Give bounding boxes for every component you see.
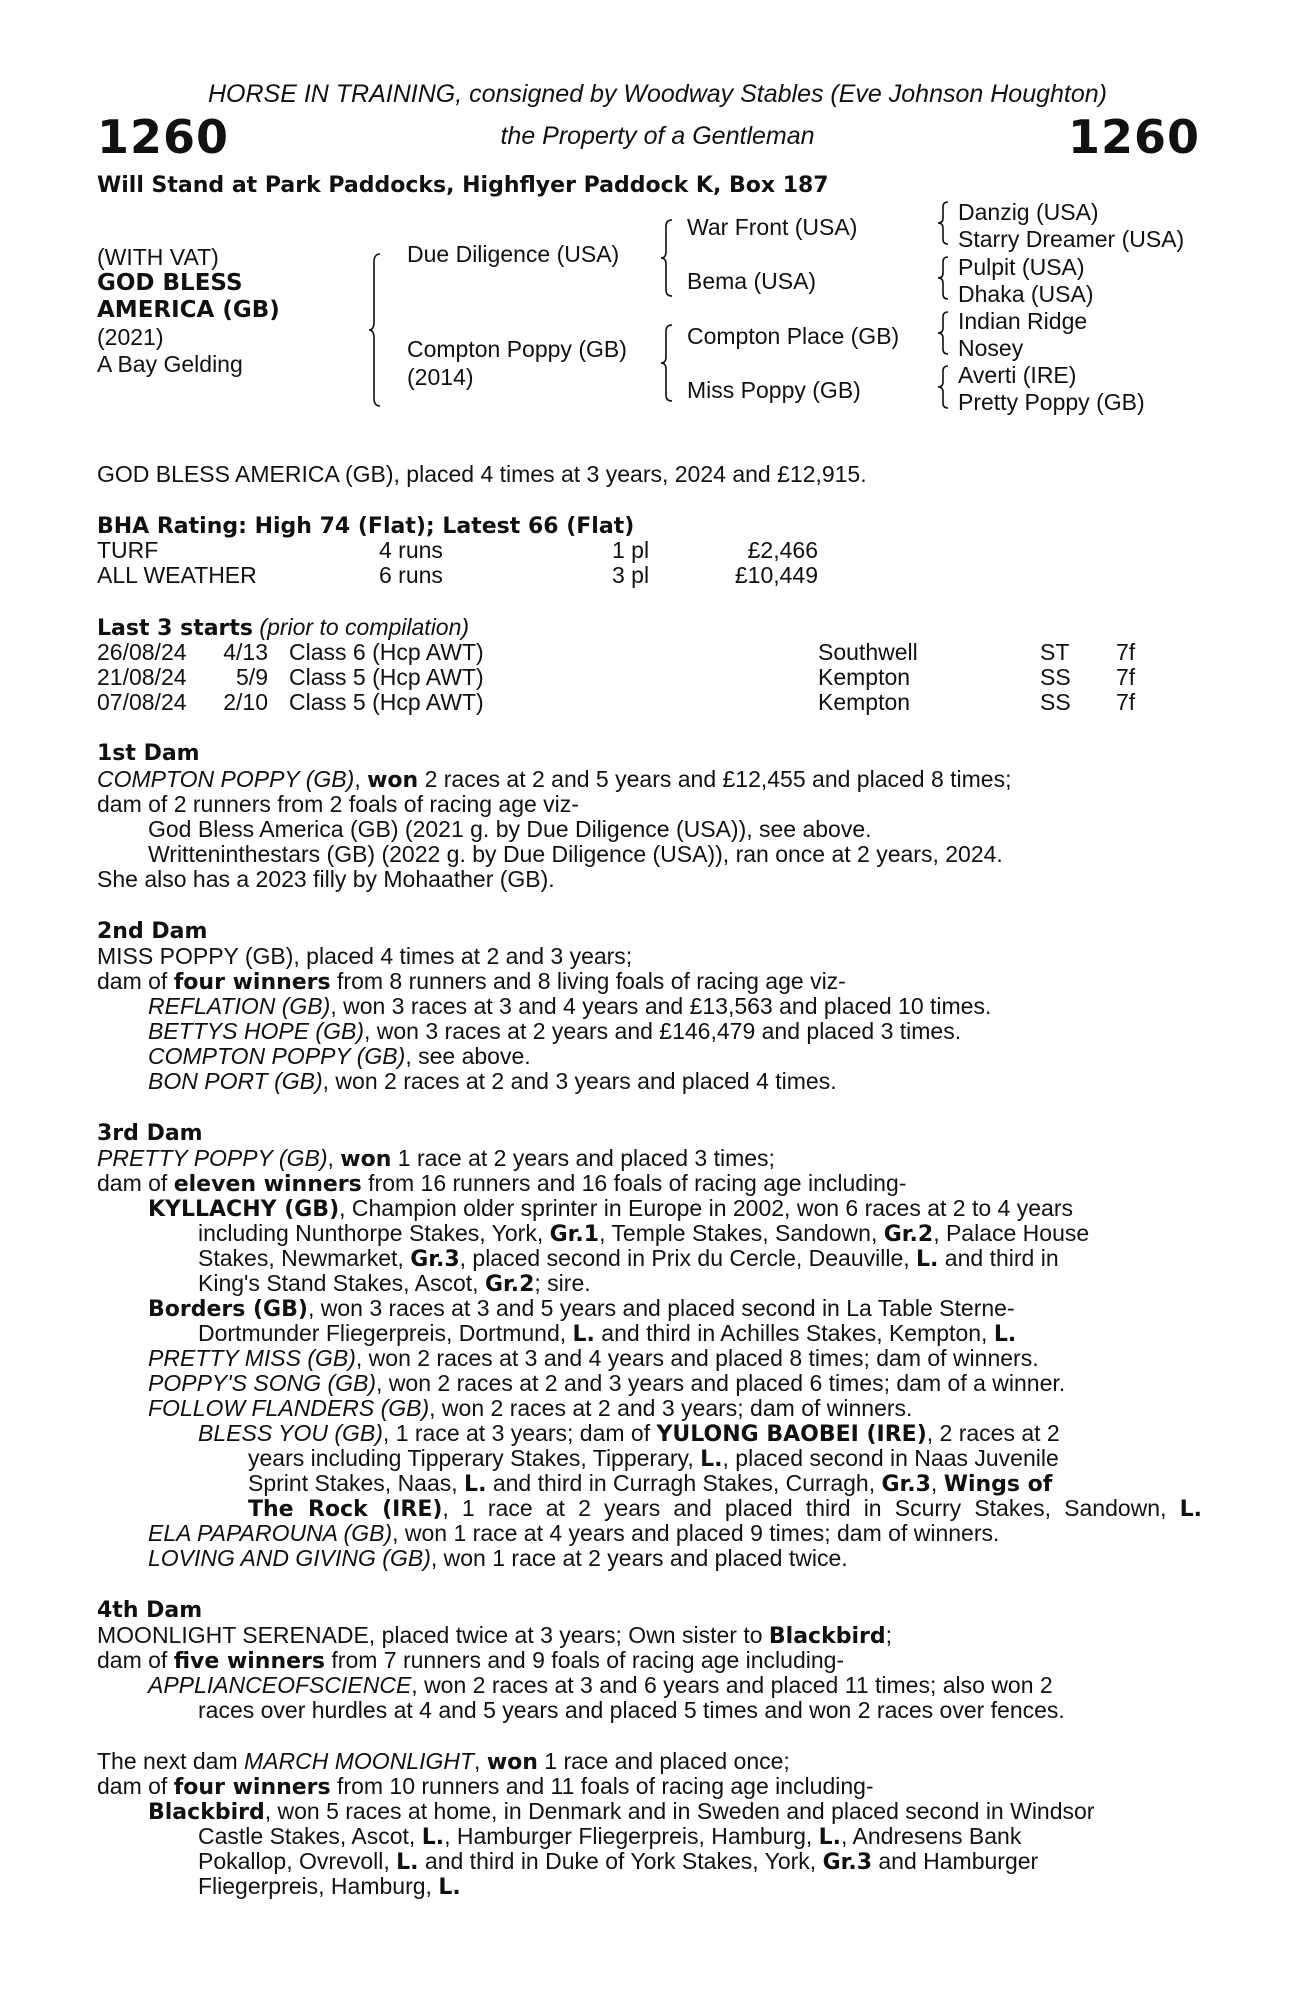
starts-heading-line — [97, 615, 469, 641]
property-line: the Property of a Gentleman — [500, 122, 815, 150]
dam3-foal: ELA PAPAROUNA (GB), won 1 race at 4 years and placed 9 times; dam of winners. — [148, 1520, 1000, 1546]
pedigree-dam-line2: (2014) — [407, 364, 474, 390]
dam2-foal: BON PORT (GB), won 2 races at 2 and 3 years and placed 4 times. — [148, 1068, 837, 1094]
dam1-record: COMPTON POPPY (GB), won 2 races at 2 and 5 years and £12,455 and placed 8 times; — [97, 766, 1012, 793]
rating-surface: TURF — [97, 537, 159, 563]
dam1-foal: Writteninthestars (GB) (2022 g. by Due Diligence (USA)), ran once at 2 years, 2024. — [148, 841, 1003, 867]
blackbird-line3: Pokallop, Ovrevoll, L. and third in Duke of York Stakes, York, Gr.3 and Hamburger — [198, 1848, 1039, 1875]
start-going: SS — [1040, 664, 1071, 690]
next-dam-record: The next dam MARCH MOONLIGHT, won 1 race and placed once; — [97, 1748, 790, 1775]
next-dam-produce: dam of four winners from 10 runners and 11 foals of racing age including- — [97, 1773, 874, 1800]
start-distance: 7f — [1116, 689, 1136, 715]
pedigree-g1: Danzig (USA) — [958, 199, 1099, 225]
horse-name-line2: AMERICA (GB) — [97, 297, 280, 323]
pedigree-brace-dam — [660, 323, 676, 403]
rating-heading: BHA Rating: High 74 (Flat); Latest 66 (Flat) — [97, 514, 635, 539]
appliance-line1: APPLIANCEOFSCIENCE, won 2 races at 3 and 6 years and placed 11 times; also won 2 — [148, 1672, 1053, 1698]
pedigree-brace-main — [368, 252, 388, 408]
bless-you-line2: years including Tipperary Stakes, Tipperary, L., placed second in Naas Juvenile — [248, 1445, 1059, 1472]
rating-placed: 1 pl — [612, 537, 650, 563]
horse-description: A Bay Gelding — [97, 351, 243, 377]
rating-prize: £2,466 — [747, 537, 818, 563]
start-distance: 7f — [1116, 639, 1136, 665]
pedigree-g3: Pulpit (USA) — [958, 254, 1085, 280]
dam2-foal: COMPTON POPPY (GB), see above. — [148, 1043, 531, 1069]
dam3-produce: dam of eleven winners from 16 runners and 16 foals of racing age including- — [97, 1170, 907, 1197]
pedigree-brace-sire — [660, 218, 676, 298]
bless-you-line1: BLESS YOU (GB), 1 race at 3 years; dam of YULONG BAOBEI (IRE), 2 races at 2 — [198, 1420, 1060, 1447]
dam1-heading: 1st Dam — [97, 741, 200, 766]
dam2-produce: dam of four winners from 8 runners and 8 living foals of racing age viz- — [97, 968, 846, 995]
start-course: Kempton — [818, 689, 911, 715]
location-line: Will Stand at Park Paddocks, Highflyer Paddock K, Box 187 — [97, 173, 829, 198]
dam1-foal: God Bless America (GB) (2021 g. by Due Diligence (USA)), see above. — [148, 816, 872, 842]
start-distance: 7f — [1116, 664, 1136, 690]
pedigree-dam-sire: Compton Place (GB) — [687, 323, 900, 349]
lot-number-left: 1260 — [97, 110, 230, 164]
start-course: Southwell — [818, 639, 918, 665]
start-position: 5/9 — [236, 664, 268, 690]
dam3-foal: LOVING AND GIVING (GB), won 1 race at 2 years and placed twice. — [148, 1545, 848, 1571]
pedigree-brace-g2 — [937, 255, 951, 301]
kyllachy-line4: King's Stand Stakes, Ascot, Gr.2; sire. — [198, 1270, 591, 1297]
pedigree-brace-g4 — [937, 364, 951, 410]
appliance-line2: races over hurdles at 4 and 5 years and placed 5 times and won 2 races over fences. — [198, 1697, 1065, 1723]
start-race: Class 5 (Hcp AWT) — [289, 664, 484, 690]
dam2-foal: BETTYS HOPE (GB), won 3 races at 2 years and £146,479 and placed 3 times. — [148, 1018, 962, 1044]
dam1-note: She also has a 2023 filly by Mohaather (GB). — [97, 866, 555, 892]
kyllachy-line1: KYLLACHY (GB), Champion older sprinter in Europe in 2002, won 6 races at 2 to 4 years — [148, 1195, 1073, 1222]
start-date: 21/08/24 — [97, 664, 187, 690]
start-going: SS — [1040, 689, 1071, 715]
pedigree-g7: Averti (IRE) — [958, 362, 1077, 388]
start-date: 07/08/24 — [97, 689, 187, 715]
pedigree-g5: Indian Ridge — [958, 308, 1088, 334]
rating-runs: 6 runs — [379, 562, 443, 588]
dam3-foal: PRETTY MISS (GB), won 2 races at 3 and 4 years and placed 8 times; dam of winners. — [148, 1345, 1039, 1371]
rating-surface: ALL WEATHER — [97, 562, 257, 588]
horse-year: (2021) — [97, 324, 164, 350]
dam3-record: PRETTY POPPY (GB), won 1 race at 2 years and placed 3 times; — [97, 1145, 775, 1172]
dam4-produce: dam of five winners from 7 runners and 9 foals of racing age including- — [97, 1647, 845, 1674]
start-race: Class 5 (Hcp AWT) — [289, 689, 484, 715]
kyllachy-line2: including Nunthorpe Stakes, York, Gr.1, Temple Stakes, Sandown, Gr.2, Palace House — [198, 1220, 1090, 1247]
start-going: ST — [1040, 639, 1070, 665]
pedigree-g4: Dhaka (USA) — [958, 281, 1094, 307]
blackbird-line1: Blackbird, won 5 races at home, in Denmark and in Sweden and placed second in Windsor — [148, 1798, 1095, 1825]
dam3-foal: FOLLOW FLANDERS (GB), won 2 races at 2 and 3 years; dam of winners. — [148, 1395, 913, 1421]
dam2-foal: REFLATION (GB), won 3 races at 3 and 4 years and £13,563 and placed 10 times. — [148, 993, 992, 1019]
dam1-produce: dam of 2 runners from 2 foals of racing age viz- — [97, 791, 579, 817]
blackbird-line2: Castle Stakes, Ascot, L., Hamburger Fliegerpreis, Hamburg, L., Andresens Bank — [198, 1823, 1022, 1850]
pedigree-dam-line1: Compton Poppy (GB) — [407, 336, 627, 362]
borders-line2: Dortmunder Fliegerpreis, Dortmund, L. and third in Achilles Stakes, Kempton, L. — [198, 1320, 1017, 1347]
bless-you-line4: The Rock (IRE), 1 race at 2 years and placed third in Scurry Stakes, Sandown, L. — [248, 1495, 1202, 1522]
bless-you-line3: Sprint Stakes, Naas, L. and third in Curragh Stakes, Curragh, Gr.3, Wings of — [248, 1470, 1053, 1497]
blackbird-line4: Fliegerpreis, Hamburg, L. — [198, 1873, 461, 1900]
borders-line1: Borders (GB), won 3 races at 3 and 5 years and placed second in La Table Sterne- — [148, 1295, 1015, 1322]
start-position: 4/13 — [223, 639, 268, 665]
start-position: 2/10 — [223, 689, 268, 715]
horse-name-line1: GOD BLESS — [97, 270, 243, 296]
dam4-heading: 4th Dam — [97, 1598, 203, 1623]
rating-runs: 4 runs — [379, 537, 443, 563]
pedigree-dam-dam: Miss Poppy (GB) — [687, 377, 861, 403]
rating-prize: £10,449 — [734, 562, 818, 588]
pedigree-brace-g3 — [937, 310, 951, 356]
start-course: Kempton — [818, 664, 911, 690]
pedigree-sire-sire: War Front (USA) — [687, 214, 858, 240]
dam4-record: MOONLIGHT SERENADE, placed twice at 3 years; Own sister to Blackbird; — [97, 1622, 893, 1649]
starts-note: (prior to compilation) — [259, 614, 470, 640]
pedigree-sire: Due Diligence (USA) — [407, 241, 620, 267]
pedigree-g6: Nosey — [958, 335, 1024, 361]
kyllachy-line3: Stakes, Newmarket, Gr.3, placed second in Prix du Cercle, Deauville, L. and third in — [198, 1245, 1059, 1272]
start-race: Class 6 (Hcp AWT) — [289, 639, 484, 665]
pedigree-brace-g1 — [937, 200, 951, 246]
pedigree-g8: Pretty Poppy (GB) — [958, 389, 1145, 415]
summary-line: GOD BLESS AMERICA (GB), placed 4 times at 3 years, 2024 and £12,915. — [97, 461, 867, 487]
lot-number-right: 1260 — [1067, 110, 1200, 164]
start-date: 26/08/24 — [97, 639, 187, 665]
consignor-line: HORSE IN TRAINING, consigned by Woodway Stables (Eve Johnson Houghton) — [207, 80, 1107, 108]
rating-placed: 3 pl — [612, 562, 650, 588]
pedigree-sire-dam: Bema (USA) — [687, 268, 817, 294]
dam2-record: MISS POPPY (GB), placed 4 times at 2 and 3 years; — [97, 943, 633, 969]
starts-heading: Last 3 starts — [97, 616, 254, 641]
dam3-heading: 3rd Dam — [97, 1121, 203, 1146]
dam2-heading: 2nd Dam — [97, 919, 208, 944]
dam3-foal: POPPY'S SONG (GB), won 2 races at 2 and 3 years and placed 6 times; dam of a winner. — [148, 1370, 1066, 1396]
vat-note: (WITH VAT) — [97, 244, 219, 270]
pedigree-g2: Starry Dreamer (USA) — [958, 226, 1185, 252]
